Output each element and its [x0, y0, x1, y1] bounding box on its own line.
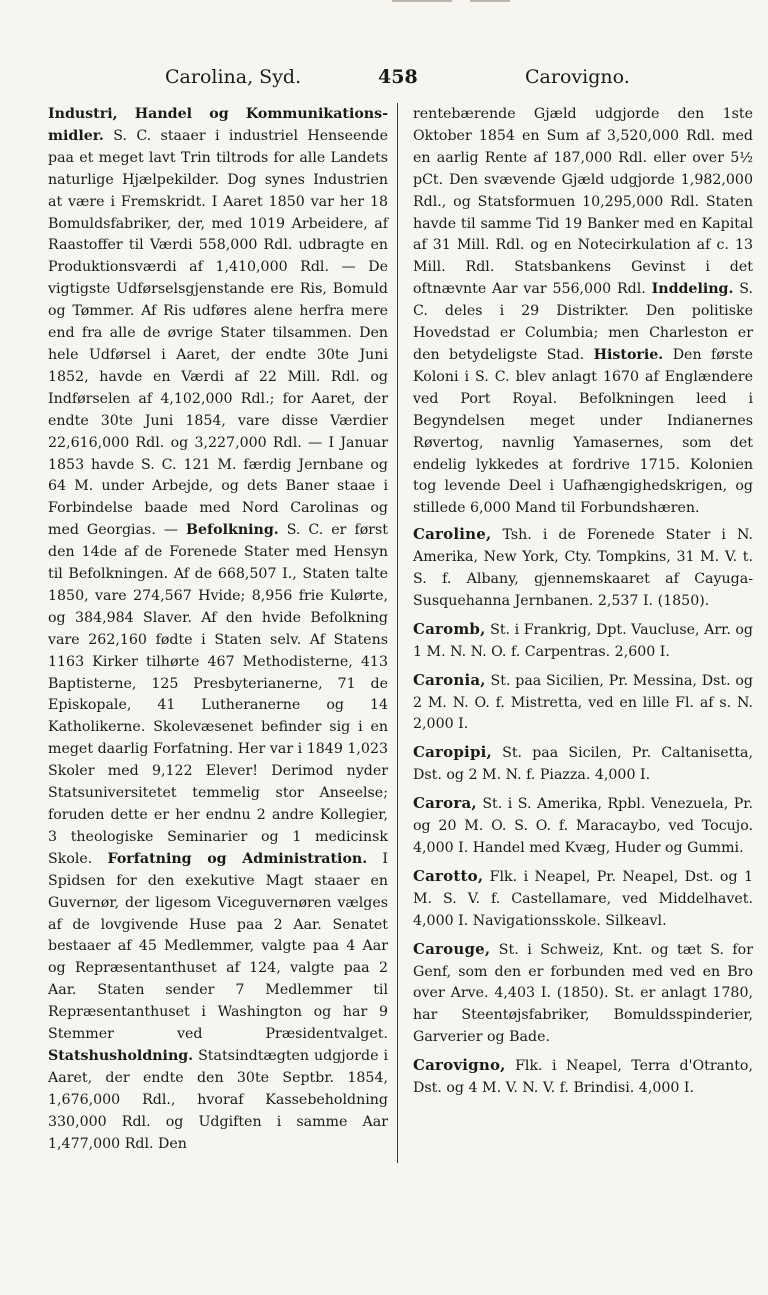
page-number: 458 [378, 66, 418, 88]
section-heading: Befolkning. [186, 522, 279, 539]
section-text: rentebærende Gjæld udgjorde den 1ste Oktober 1854 en Sum af 3,520,000 Rdl. med en aarlig Rente af 187,000 Rdl. eller over 5½ pCt. Den svævende Gjæld udgjorde 1,982,000 Rdl., og Statsformuen 10,295,000 Rdl. Staten havde til samme Tid 19 Banker med en Kapital af 31 Mill. Rdl. og en Notecirkulation af c. 13 Mill. Rdl. Statsbankens Gevinst i det oftnævnte Aar var 556,000 Rdl. [413, 106, 753, 298]
dictionary-entry [413, 742, 753, 787]
section-text: I Spidsen for den exekutive Magt staaer en Guvernør, der ligesom Viceguvernøren vælges af de lovgivende Huse paa 2 Aar. Senatet bestaaer af 45 Medlemmer, valgte paa 4 Aar og Repræsentanthuset af 124, valgte paa 2 Aar. Staten sender 7 Medlemmer til Repræsentanthuset i Washington og har 9 Stemmer ved Præsidentvalget. [48, 850, 389, 1043]
entry-headword: Carora, [413, 794, 477, 813]
right-column [413, 104, 753, 1106]
dictionary-entry [413, 1055, 753, 1100]
entry-text: St. i Frankrig, Dpt. Vaucluse, Arr. og 1 M. N. N. O. f. Carpentras. 2,600 I. [413, 621, 754, 660]
column-divider [397, 103, 398, 1163]
dictionary-entry [413, 793, 753, 860]
dictionary-entry [413, 619, 753, 664]
entry-headword: Caromb, [413, 619, 486, 638]
section-text: S. C. deles i 29 Distrikter. Den politiske Hovedstad er Columbia; men Charleston er den betydeligste Stad. [413, 281, 753, 363]
left-column [48, 104, 388, 1156]
entry-text: Flk. i Neapel, Pr. Neapel, Dst. og 1 M. S. V. f. Castellamare, ved Middelhavet. 4,000 I. Navigationsskole. Silkeavl. [413, 868, 753, 929]
entry-text: St. i Schweiz, Knt. og tæt S. for Genf, som den er forbunden med ved en Bro over Arve. 4,403 I. (1850). St. er anlagt 1780, har Steentøjsfabriker, Bomuldsspinderier, Garverier og Bade. [413, 941, 753, 1046]
section-heading: Statshusholdning. [48, 1047, 194, 1064]
dictionary-entry [413, 524, 753, 613]
paragraph-continued [413, 104, 753, 520]
dictionary-entry [413, 670, 753, 737]
section-heading: Industri, Handel og Kommunikations-midler. [48, 106, 388, 144]
entry-text: St. paa Sicilien, Pr. Messina, Dst. og 2 M. N. O. f. Mistretta, ved en lille Fl. af s. N. 2,000 I. [413, 672, 754, 733]
section-heading: Historie. [593, 346, 664, 363]
entry-text: St. paa Sicilen, Pr. Caltanisetta, Dst. og 2 M. N. f. Piazza. 4,000 I. [413, 745, 753, 784]
paragraph-industry [48, 104, 388, 1156]
section-heading: Forfatning og Administration. [107, 850, 368, 867]
entry-headword: Carouge, [413, 939, 491, 958]
header-right-keyword: Carovigno. [525, 66, 630, 88]
section-heading: Inddeling. [651, 281, 734, 298]
section-text: Den første Koloni i S. C. blev anlagt 1670 af Englændere ved Port Royal. Befolkningen leed i Begyndelsen meget under Indianernes Røvertog, navnlig Yamasernes, som det endelig lykkedes at fordrive 1715. Kolonien tog levende Deel i Uafhængighedskrigen, og stillede 6,000 Mand til Forbundshæren. [413, 346, 753, 517]
top-edge-rule [392, 0, 452, 2]
dictionary-entry [413, 866, 753, 933]
entry-headword: Carovigno, [413, 1056, 506, 1075]
header-left-keyword: Carolina, Syd. [165, 66, 302, 88]
running-header [0, 62, 768, 92]
entry-text: St. i S. Amerika, Rpbl. Venezuela, Pr. og 20 M. O. S. O. f. Maracaybo, ved Tocujo. 4,000 I. Handel med Kvæg, Huder og Gummi. [413, 796, 753, 856]
section-text: Statsindtægten udgjorde i Aaret, der endte den 30te Septbr. 1854, 1,676,000 Rdl., hvoraf Kassebeholdning 330,000 Rdl. og Udgiften i samme Aar 1,477,000 Rdl. Den [48, 1047, 388, 1152]
section-text: S. C. er først den 14de af de Forenede Stater med Hensyn til Befolkningen. Af de 668,507 I., Staten talte 1850, vare 274,567 Hvide; 8,956 frie Kulørte, og 384,984 Slaver. Af den hvide Befolkning vare 262,160 fødte i Staten selv. Af Statens 1163 Kirker tilhørte 467 Methodisterne, 413 Baptisterne, 125 Presbyterianerne, 71 de Episkopale, 41 Lutheranerne og 14 Katholikerne. Skolevæsenet befinder sig i en meget daarlig Forfatning. Her var i 1849 1,023 Skoler med 9,122 Elever! Derimod nyder Statsuniversitetet temmelig stor Anseelse; foruden dette er her endnu 2 andre Kollegier, 3 theologiske Seminarier og 1 medicinsk Skole. [48, 522, 389, 867]
dictionary-entry [413, 939, 753, 1050]
entry-text: Tsh. i de Forenede Stater i N. Amerika, New York, Cty. Tompkins, 31 M. V. t. S. f. Albany, gjennemskaaret af Cayuga-Susquehanna Jernbanen. 2,537 I. (1850). [413, 527, 753, 609]
top-edge-rule-2 [470, 0, 510, 2]
entry-headword: Caronia, [413, 670, 486, 689]
entry-text: Flk. i Neapel, Terra d'Otranto, Dst. og 4 M. V. N. V. f. Brindisi. 4,000 I. [413, 1058, 753, 1097]
entry-headword: Caropipi, [413, 743, 492, 762]
section-text: S. C. staaer i industriel Henseende paa et meget lavt Trin tiltrods for alle Landets naturlige Hjælpekilder. Dog synes Industrien at være i Fremskridt. I Aaret 1850 var her 18 Bomuldsfabriker, der, med 1019 Arbeidere, af Raastoffer til Værdi 558,000 Rdl. udbragte en Produktionsværdi af 1,410,000 Rdl. — De vigtigste Udførselsgjenstande ere Ris, Bomuld og Tømmer. Af Ris udføres alene herfra mere end fra alle de øvrige Stater tilsammen. Den hele Udførsel i Aaret, der endte 30te Juni 1852, havde en Værdi af 22 Mill. Rdl. og Indførselen af 4,102,000 Rdl.; for Aaret, der endte 30te Juni 1854, vare disse Værdier 22,616,000 Rdl. og 3,227,000 Rdl. — I Januar 1853 havde S. C. 121 M. færdig Jernbane og 64 M. under Arbejde, og dets Baner staae i Forbindelse baade med Nord Carolinas og med Georgias. — [48, 127, 388, 539]
entry-headword: Caroline, [413, 525, 492, 544]
entry-headword: Carotto, [413, 866, 484, 885]
